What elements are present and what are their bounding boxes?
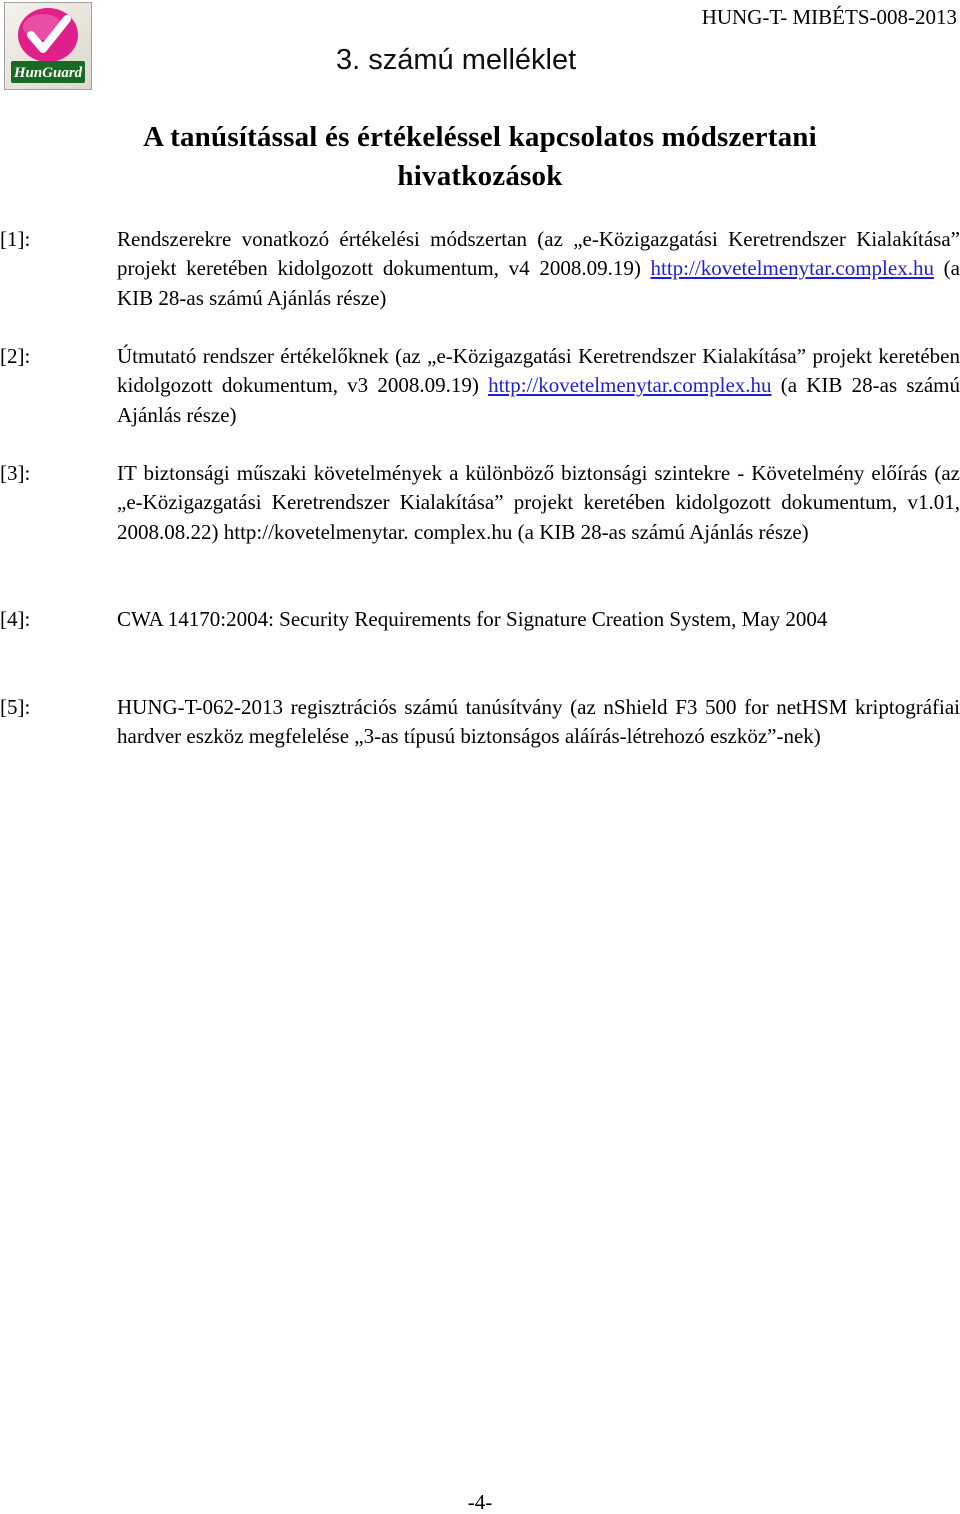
page-title-line-2: hivatkozások (397, 160, 563, 192)
reference-text-after: (a KIB 28-as számú Ajánlás része) (117, 256, 960, 310)
reference-text: CWA 14170:2004: Security Requirements for Signature Creation System, May 2004 (117, 607, 828, 631)
reference-text-after: (a KIB 28-as számú Ajánlás része) (117, 373, 960, 427)
page-number: -4- (467, 1490, 493, 1514)
reference-text: IT biztonsági műszaki követelmények a különböző biztonsági szintekre - Követelmény előírás (az „e-Közigazgatási Keretrendszer Kialakítása” projekt keretében kidolgozott dokumentum, v1.01, 2008.08.22) http://kovetelmenytar. complex.hu (a KIB 28-as számú Ajánlás része) (117, 461, 960, 544)
document-code: HUNG-T- MIBÉTS-008-2013 (701, 5, 957, 29)
reference-item (0, 225, 960, 313)
reference-item (0, 342, 960, 430)
reference-id: [2]: (0, 344, 31, 368)
reference-link[interactable]: http://kovetelmenytar.complex.hu (650, 256, 934, 281)
page-title-line-1: A tanúsítással és értékeléssel kapcsolatos módszertani (143, 121, 817, 153)
hunguard-logo (4, 2, 92, 90)
reference-id: [4]: (0, 607, 31, 631)
reference-text-before: Útmutató rendszer értékelőknek (az „e-Közigazgatási Keretrendszer Kialakítása” projekt keretében kidolgozott dokumentum, v3 2008.09.19) (117, 344, 960, 398)
logo-wordmark: HunGuard (13, 65, 83, 81)
reference-link[interactable]: http://kovetelmenytar.complex.hu (488, 373, 772, 398)
reference-text (117, 342, 960, 430)
reference-id: [1]: (0, 227, 31, 251)
reference-item (0, 693, 960, 752)
reference-text: HUNG-T-062-2013 regisztrációs számú tanúsítvány (az nShield F3 500 for netHSM kriptográfiai hardver eszköz megfelelése „3-as típusú biztonságos aláírás-létrehozó eszköz”-nek) (117, 695, 960, 749)
reference-id: [3]: (0, 461, 31, 485)
checkmark-logo-icon (5, 3, 91, 89)
reference-text-before: Rendszerekre vonatkozó értékelési módszertan (az „e-Közigazgatási Keretrendszer Kialakítása” projekt keretében kidolgozott dokumentum, v4 2008.09.19) (117, 227, 960, 281)
reference-item (0, 605, 960, 634)
reference-text (117, 225, 960, 313)
reference-item (0, 459, 960, 547)
reference-id: [5]: (0, 695, 31, 719)
page-title (0, 118, 960, 196)
annex-title: 3. számú melléklet (336, 44, 577, 76)
